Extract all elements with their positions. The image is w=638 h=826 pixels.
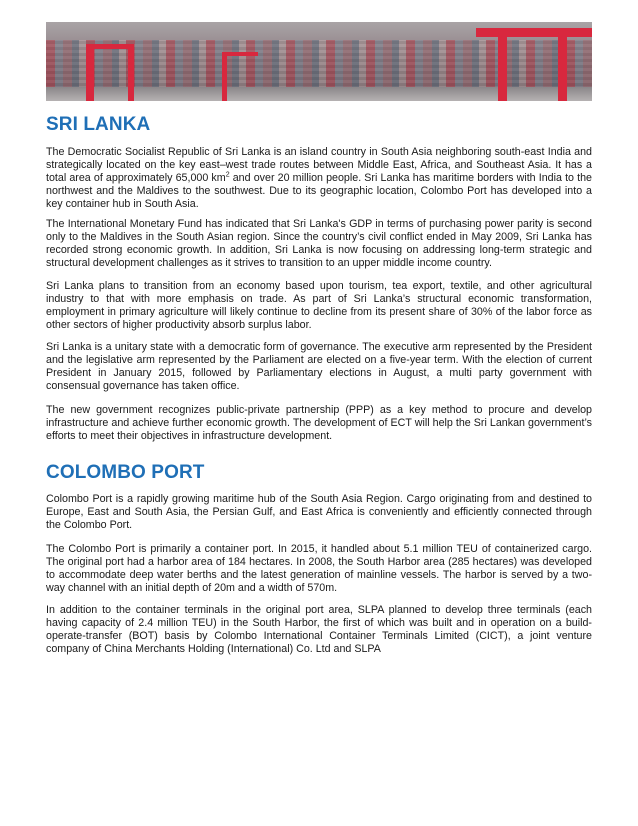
superscript: 2: [225, 171, 230, 179]
section-heading-sri-lanka: SRI LANKA: [46, 114, 151, 135]
gantry-crane-right-leg-b: [558, 28, 567, 101]
section-heading-colombo-port: COLOMBO PORT: [46, 462, 205, 483]
paragraph-sri-lanka-economy: Sri Lanka plans to transition from an economy based upon tourism, tea export, textile, and other agricultural industry to that with more emphasis on trade. As part of Sri Lanka’s structural economic transformation, employment in primary agriculture will likely continue to decline from its present share of 30% of the labor force as other sectors of higher productivity absorb surplus labor.: [46, 280, 592, 332]
paragraph-text: and over 20 million people. Sri Lanka has maritime borders with India to the northwest and the Maldives to the southwest. Due to its geographic location, Colombo Port has developed into a key container hub in South Asia.: [46, 172, 592, 211]
paragraph-colombo-container-port: The Colombo Port is primarily a container port. In 2015, it handled about 5.1 million TEU of containerized cargo. The original port had a harbor area of 184 hectares. In 2008, the South Harbor area (285 hectares) was developed to accommodate deep water berths and the latest generation of mainline vessels. The harbor is served by a two-way channel with an initial depth of 20m and a width of 570m.: [46, 543, 592, 595]
paragraph-sri-lanka-gdp: The International Monetary Fund has indicated that Sri Lanka's GDP in terms of purchasing power parity is second only to the Maldives in the South Asian region. Since the country’s civil conflict ended in May 2009, Sri Lanka has recorded strong economic growth. In addition, Sri Lanka is now focusing on addressing long-term strategic and structural development challenges as it strives to transition to an upper middle income country.: [46, 218, 592, 270]
gantry-crane-mid: [222, 52, 227, 101]
paragraph-sri-lanka-governance: Sri Lanka is a unitary state with a democratic form of governance. The executive arm represented by the President and the legislative arm represented by the Parliament are elected on a five-year term. With the election of current President in January 2015, followed by Parliamentary elections in August, a multi party government with consensual governance has taken office.: [46, 341, 592, 393]
gantry-crane-left-beam: [86, 44, 134, 49]
gantry-crane-right-leg-a: [498, 28, 507, 101]
gantry-crane-mid-beam: [222, 52, 258, 56]
paragraph-text: The Democratic Socialist Republic of Sri Lanka is an island country in South Asia neighboring south-east India and strategically located on the key east–west trade routes between Middle East, Africa, and Southeast Asia. It has a total area of approximately 65,000 km: [46, 146, 592, 185]
paragraph-colombo-hub: Colombo Port is a rapidly growing maritime hub of the South Asia Region. Cargo originating from and destined to Europe, East and South Asia, the Persian Gulf, and East Africa is conveniently and efficiently connected through the Colombo Port.: [46, 493, 592, 532]
gantry-crane-right-beam: [476, 28, 592, 37]
gantry-crane-left-leg: [128, 44, 134, 101]
gantry-crane-left: [86, 44, 94, 101]
paragraph-sri-lanka-ppp: The new government recognizes public-private partnership (PPP) as a key method to procure and develop infrastructure and achieve further economic growth. The development of ECT will help the Sri Lankan government’s efforts to meet their objectives in infrastructure development.: [46, 404, 592, 443]
paragraph-colombo-terminals: In addition to the container terminals in the original port area, SLPA planned to develop three terminals (each having capacity of 2.4 million TEU) in the South Harbor, the first of which was built and in operation on a build-operate-transfer (BOT) basis by Colombo International Container Terminals Limited (CICT), a joint venture company of China Merchants Holding (International) Co. Ltd and SLPA: [46, 604, 592, 656]
container-port-banner-image: [46, 22, 592, 101]
paragraph-sri-lanka-intro: [46, 146, 592, 211]
